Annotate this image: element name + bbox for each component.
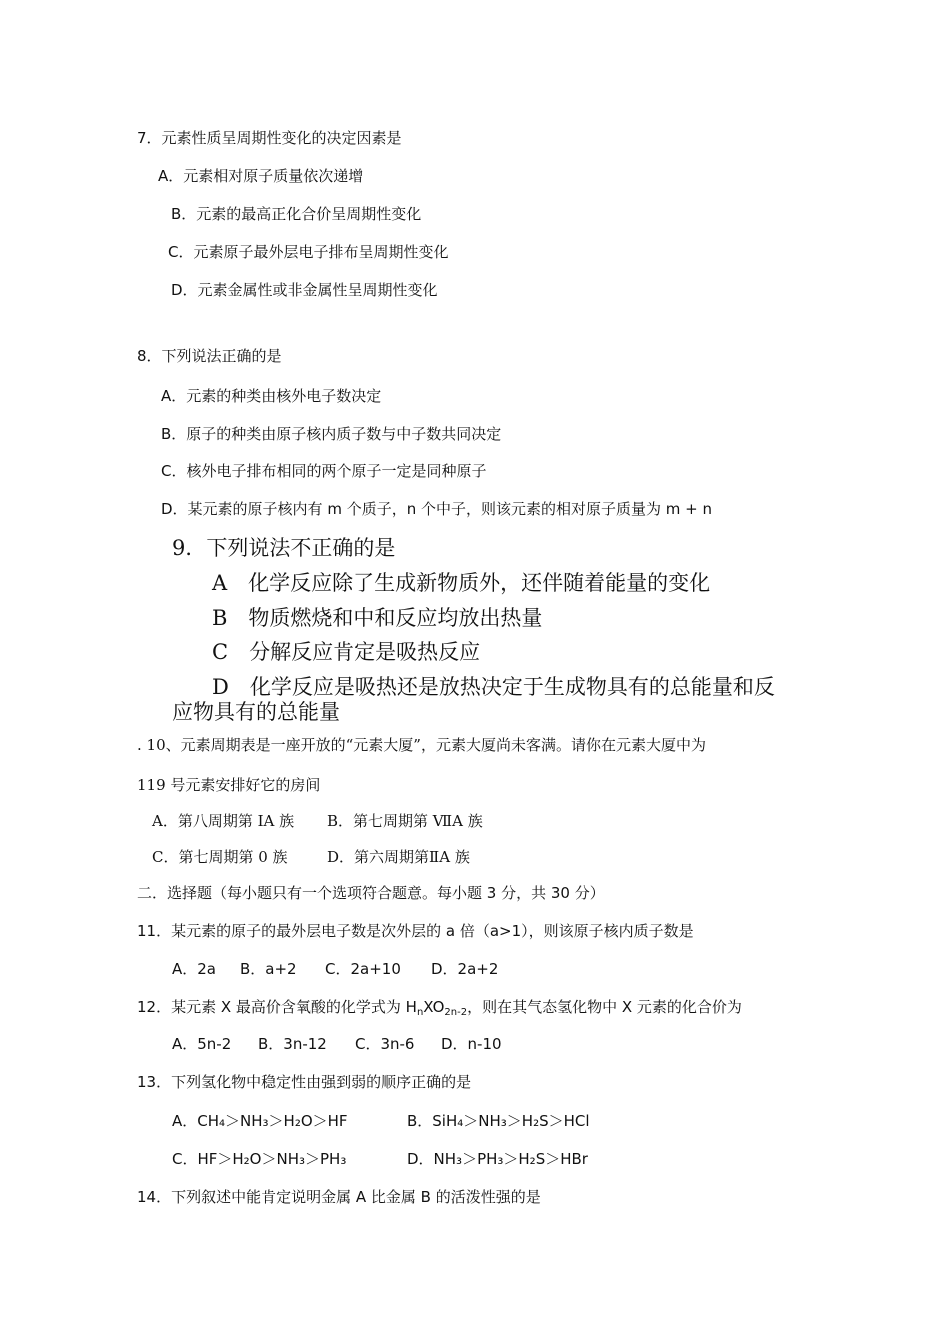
q12-option-d: D．n-10: [441, 1035, 502, 1053]
q12-option-a: A．5n-2: [172, 1035, 232, 1053]
q13-stem: 13．下列氢化物中稳定性由强到弱的顺序正确的是: [137, 1073, 472, 1091]
q13-option-a: A．CH₄＞NH₃＞H₂O＞HF: [172, 1112, 348, 1130]
q10-option-d: D．第六周期第ⅡA 族: [327, 848, 470, 866]
q8-option-d: D．某元素的原子核内有 m 个质子，n 个中子，则该元素的相对原子质量为 m + n: [161, 500, 712, 518]
q7-option-a: A．元素相对原子质量依次递增: [158, 167, 364, 185]
q11-options: [172, 958, 498, 979]
q13-option-c: C．HF＞H₂O＞NH₃＞PH₃: [172, 1150, 347, 1168]
q7-option-c: C．元素原子最外层电子排布呈周期性变化: [168, 243, 449, 261]
q12-sub-2n-2: 2n-2: [444, 1007, 468, 1018]
q12-option-b: B．3n-12: [258, 1035, 327, 1053]
q14-stem: 14．下列叙述中能肯定说明金属 A 比金属 B 的活泼性强的是: [137, 1188, 541, 1206]
q10-stem-line1: . 10、元素周期表是一座开放的“元素大厦”，元素大厦尚未客满。请你在元素大厦中为: [137, 736, 706, 754]
q11-option-a: A．2a: [172, 960, 216, 978]
q7-option-d: D．元素金属性或非金属性呈周期性变化: [171, 281, 438, 299]
q10-option-b: B．第七周期第 ⅦA 族: [327, 812, 483, 830]
q12-stem: [137, 996, 742, 1018]
q9-stem: 9．下列说法不正确的是: [172, 536, 396, 560]
q12-stem-pre: 12．某元素 X 最高价含氧酸的化学式为 H: [137, 998, 417, 1016]
q9-option-c: C 分解反应肯定是吸热反应: [212, 640, 481, 664]
q10-stem-line2: 119 号元素安排好它的房间: [137, 776, 321, 794]
q11-stem: 11．某元素的原子的最外层电子数是次外层的 a 倍（a>1），则该原子核内质子数是: [137, 922, 694, 940]
q7-stem: 7．元素性质呈周期性变化的决定因素是: [137, 129, 402, 147]
q12-stem-post: ，则在其气态氢化物中 X 元素的化合价为: [467, 998, 742, 1016]
q9-option-a: A 化学反应除了生成新物质外，还伴随着能量的变化: [212, 571, 711, 595]
q11-option-b: B．a+2: [240, 960, 297, 978]
q12-option-c: C．3n-6: [355, 1035, 415, 1053]
q8-option-a: A．元素的种类由核外电子数决定: [161, 387, 382, 405]
q12-sub-n: n: [416, 1007, 424, 1018]
q9-option-d-line2: 应物具有的总能量: [172, 700, 340, 724]
q11-option-c: C．2a+10: [325, 960, 401, 978]
q10-option-a: A．第八周期第 IA 族: [152, 812, 295, 830]
q10-option-c: C．第七周期第 0 族: [152, 848, 288, 866]
q9-option-b: B 物质燃烧和中和反应均放出热量: [212, 606, 543, 630]
q8-option-c: C．核外电子排布相同的两个原子一定是同种原子: [161, 462, 487, 480]
q8-option-b: B．原子的种类由原子核内质子数与中子数共同决定: [161, 425, 502, 443]
section2-title: 二．选择题（每小题只有一个选项符合题意。每小题 3 分，共 30 分）: [137, 884, 605, 902]
q12-stem-mid: XO: [423, 998, 445, 1016]
q9-option-d-line1: D 化学反应是吸热还是放热决定于生成物具有的总能量和反: [212, 675, 775, 699]
q7-option-b: B．元素的最高正化合价呈周期性变化: [171, 205, 422, 223]
q8-stem: 8．下列说法正确的是: [137, 347, 282, 365]
q11-option-d: D．2a+2: [431, 960, 499, 978]
q12-options: [172, 1033, 502, 1054]
q13-option-d: D．NH₃＞PH₃＞H₂S＞HBr: [407, 1150, 588, 1168]
q13-option-b: B．SiH₄＞NH₃＞H₂S＞HCl: [407, 1112, 590, 1130]
